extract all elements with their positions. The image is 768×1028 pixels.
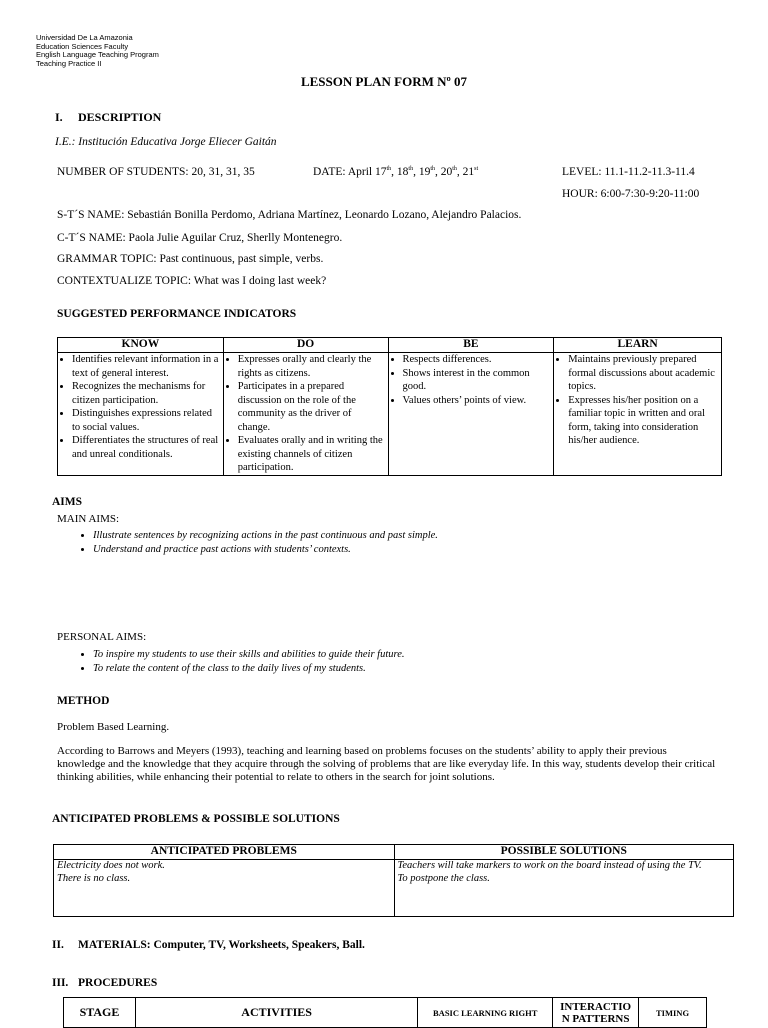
date-part: , 20 bbox=[435, 166, 453, 178]
column-header-timing: TIMING bbox=[639, 998, 707, 1028]
method-paragraph: According to Barrows and Meyers (1993), teaching and learning based on problems focuses on the students’ ability to apply their previous knowledge and the knowledge that they acquire through the solving of problems that are like everyday life. In this way, students develop their critical thinking abilities, while enhancing their potential to relate to others in the search for joint solutions. bbox=[57, 745, 716, 783]
know-cell bbox=[58, 353, 224, 476]
problem-item: Electricity does not work. bbox=[57, 860, 165, 871]
performance-table bbox=[57, 337, 722, 476]
method-name: Problem Based Learning. bbox=[57, 721, 170, 733]
page-title: LESSON PLAN FORM Nº 07 bbox=[300, 74, 468, 89]
list-item: • Identifies relevant information in a text of general interest. bbox=[72, 353, 220, 380]
table-row bbox=[58, 353, 722, 476]
list-item: • Differentiates the structures of real and unreal conditionals. bbox=[72, 434, 220, 461]
level-field: LEVEL: 11.1-11.2-11.3-11.4 bbox=[562, 166, 695, 178]
main-aims-label: MAIN AIMS: bbox=[57, 513, 120, 525]
anticipated-heading: ANTICIPATED PROBLEMS & POSSIBLE SOLUTIONS bbox=[52, 813, 340, 825]
date-sup: th bbox=[452, 166, 457, 173]
column-header-activities: ACTIVITIES bbox=[135, 998, 417, 1028]
header-line: Teaching Practice II bbox=[36, 58, 102, 68]
list-item: • Recognizes the mechanisms for citizen participation. bbox=[72, 380, 220, 407]
students-field: NUMBER OF STUDENTS: 20, 31, 31, 35 bbox=[57, 166, 255, 178]
problems-cell bbox=[54, 860, 395, 917]
institution-header bbox=[36, 34, 159, 68]
materials-line: MATERIALS: Computer, TV, Worksheets, Speakers, Ball. bbox=[78, 939, 365, 951]
list-item: • Evaluates orally and in writing the existing channels of citizen participation. bbox=[238, 434, 385, 475]
do-cell bbox=[223, 353, 388, 476]
section-heading-number: I. bbox=[55, 110, 63, 124]
materials-number: II. bbox=[52, 939, 64, 951]
section-heading-description: DESCRIPTION bbox=[78, 110, 162, 124]
column-header-interaction: INTERACTIO N PATTERNS bbox=[553, 998, 639, 1028]
aims-heading: AIMS bbox=[52, 496, 83, 508]
list-item: • To inspire my students to use their skills and abilities to guide their future. bbox=[93, 648, 405, 662]
solutions-cell bbox=[394, 860, 734, 917]
column-header-stage: STAGE bbox=[64, 998, 136, 1028]
table-row bbox=[54, 860, 734, 917]
anticipated-table bbox=[53, 844, 734, 917]
list-item: • Values others’ points of view. bbox=[403, 394, 551, 408]
procedures-number: III. bbox=[52, 977, 69, 989]
column-header-problems: ANTICIPATED PROBLEMS bbox=[54, 845, 395, 860]
date-sup: st bbox=[474, 166, 479, 173]
date-part: , 19 bbox=[413, 166, 431, 178]
date-part: , 21 bbox=[456, 166, 475, 178]
list-item: • Expresses orally and clearly the rights as citizens. bbox=[238, 353, 385, 380]
column-header-learning-right: BASIC LEARNING RIGHT bbox=[418, 998, 553, 1028]
list-item: • Illustrate sentences by recognizing actions in the past continuous and past simple. bbox=[93, 529, 438, 543]
column-header-be: BE bbox=[388, 338, 554, 353]
personal-aims-label: PERSONAL AIMS: bbox=[57, 631, 147, 643]
list-item: • Understand and practice past actions with students’ contexts. bbox=[93, 543, 438, 557]
procedures-table bbox=[63, 997, 707, 1028]
list-item: • Maintains previously prepared formal discussions about academic topics. bbox=[568, 353, 718, 394]
solution-item: Teachers will take markers to work on the board instead of using the TV. bbox=[397, 860, 702, 871]
list-item: • Respects differences. bbox=[403, 353, 551, 367]
hour-field: HOUR: 6:00-7:30-9:20-11:00 bbox=[562, 188, 700, 200]
method-heading: METHOD bbox=[57, 695, 110, 707]
column-header-learn: LEARN bbox=[554, 338, 722, 353]
solution-item: To postpone the class. bbox=[397, 872, 490, 884]
header-line: English Language Teaching Program bbox=[36, 50, 159, 59]
list-item: • To relate the content of the class to the daily lives of my students. bbox=[93, 662, 405, 676]
header-line: Education Sciences Faculty bbox=[36, 41, 129, 51]
column-header-solutions: POSSIBLE SOLUTIONS bbox=[394, 845, 734, 860]
problem-item: There is no class. bbox=[57, 872, 131, 884]
column-header-do: DO bbox=[223, 338, 388, 353]
date-part: , 18 bbox=[391, 166, 409, 178]
list-item: • Shows interest in the common good. bbox=[403, 367, 551, 394]
table-header-row bbox=[54, 845, 734, 860]
list-item: • Distinguishes expressions related to social values. bbox=[72, 407, 220, 434]
date-sup: th bbox=[430, 166, 435, 173]
header-line: Universidad De La Amazonia bbox=[36, 33, 133, 42]
institution-field: I.E.: Institución Educativa Jorge Eliecer Gaitán bbox=[55, 136, 277, 148]
student-teachers-field: S-T´S NAME: Sebastián Bonilla Perdomo, Adriana Martínez, Leonardo Lozano, Alejandro Palacios. bbox=[57, 209, 522, 221]
table-header-row bbox=[58, 338, 722, 353]
learn-cell bbox=[554, 353, 722, 476]
date-prefix: DATE: April 17 bbox=[313, 166, 387, 178]
list-item: • Participates in a prepared discussion on the role of the community as the driver of change. bbox=[238, 380, 385, 434]
list-item: • Expresses his/her position on a familiar topic in written and oral form, taking into consideration his/her audience. bbox=[568, 394, 718, 448]
performance-heading: SUGGESTED PERFORMANCE INDICATORS bbox=[57, 308, 297, 320]
context-topic-field: CONTEXTUALIZE TOPIC: What was I doing last week? bbox=[57, 275, 327, 287]
procedures-heading: PROCEDURES bbox=[78, 977, 158, 989]
be-cell bbox=[388, 353, 554, 476]
date-sup: th bbox=[386, 166, 392, 173]
column-header-know: KNOW bbox=[58, 338, 224, 353]
table-header-row bbox=[64, 998, 707, 1028]
main-aims-list bbox=[55, 529, 438, 557]
cooperating-teachers-field: C-T´S NAME: Paola Julie Aguilar Cruz, Sherlly Montenegro. bbox=[57, 232, 343, 244]
date-field bbox=[313, 166, 478, 178]
date-sup: th bbox=[408, 166, 414, 173]
personal-aims-list bbox=[55, 648, 405, 676]
grammar-topic-field: GRAMMAR TOPIC: Past continuous, past simple, verbs. bbox=[57, 253, 324, 265]
